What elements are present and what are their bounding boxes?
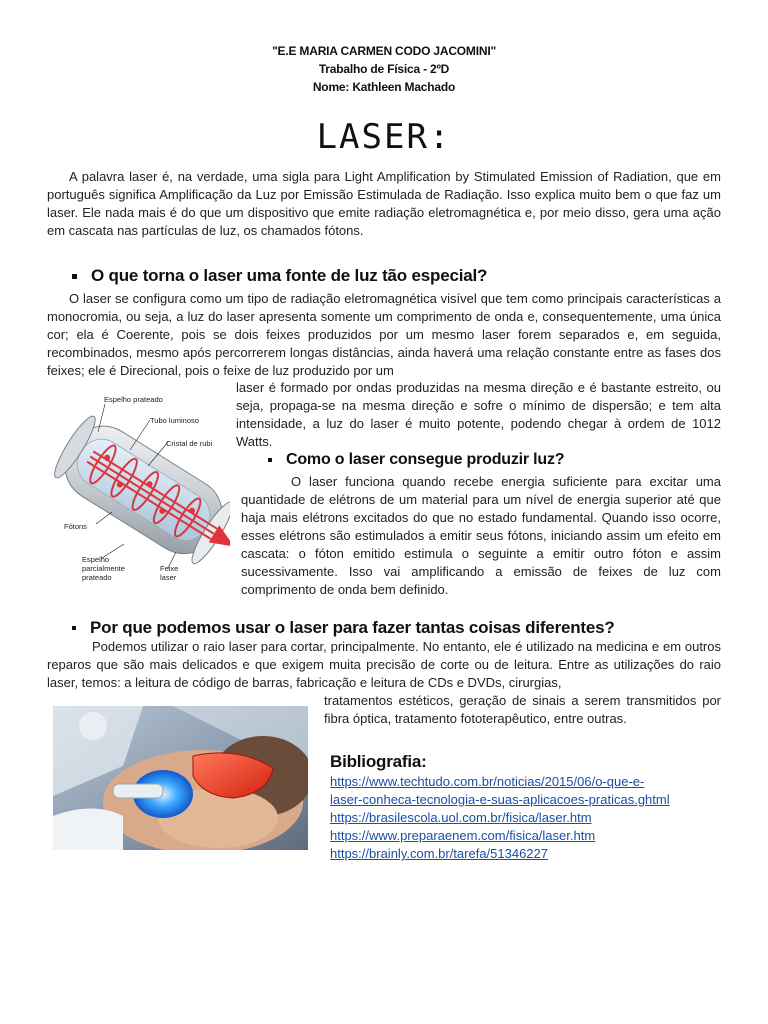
section1-heading — [72, 266, 487, 286]
section1-paragraph — [47, 290, 721, 380]
bullet-icon — [72, 626, 76, 630]
section1-wrap-paragraph — [236, 379, 721, 451]
section3-wrap-text: tratamentos estéticos, geração de sinais a serem transmitidos por fibra óptica, tratamento fototerapêutico, entre outras. — [324, 693, 721, 726]
section2-text: O laser funciona quando recebe energia suficiente para excitar uma quantidade de elétrons de um material para um nível de energia superior até que haja mais elétrons excitados do que no estado fundamental. Quando isso ocorre, esses elétrons são estimulados a emitir seus fótons, iniciando assim um efeito em cascata: o fóton emitido estimula o seguinte a emitir outro fóton e assim sucessivamente. Isso vai amplificando a emissão de feixes de luz com comprimento de onda bem definido. — [241, 474, 721, 597]
bibliography-list — [330, 773, 730, 863]
laser-diagram-svg — [50, 392, 230, 588]
label-cristal: Cristal de rubi — [166, 439, 213, 448]
label-tubo-luminoso: Tubo luminoso — [150, 416, 199, 425]
bibliography-link-3[interactable]: https://www.preparaenem.com/fisica/laser.htm — [330, 828, 596, 843]
section3-paragraph — [47, 638, 721, 692]
school-name: "E.E MARIA CARMEN CODO JACOMINI" — [272, 44, 496, 58]
section3-text: Podemos utilizar o raio laser para cortar, principalmente. No entanto, ele é utilizado na medicina e em outros reparos que são mais delicados e que exigem muita precisão de corte ou de leitura. Entre as utilizações do raio laser, temos: a leitura de código de barras, fabricação e leitura de CDs e DVDs, cirurgias, — [47, 639, 721, 690]
section3-heading-text: Por que podemos usar o laser para fazer tantas coisas diferentes? — [90, 618, 615, 637]
bibliography-link-2[interactable]: https://brasilescola.uol.com.br/fisica/laser.htm — [330, 810, 592, 825]
section1-heading-text: O que torna o laser uma fonte de luz tão especial? — [91, 266, 488, 285]
laser-treatment-photo — [53, 706, 308, 850]
label-espelho-parcial-2: parcialmente — [82, 564, 125, 573]
label-feixe-1: Feixe — [160, 564, 179, 573]
label-fotons: Fótons — [64, 522, 87, 531]
bullet-icon — [72, 274, 77, 279]
page-title: LASER: — [316, 117, 452, 157]
label-espelho-parcial-3: prateado — [82, 573, 112, 582]
section1-wrap-text: laser é formado por ondas produzidas na mesma direção e é bastante estreito, ou seja, propaga-se na mesma direção e sofre o mínimo de dispersão; e tem alta intensidade, a luz do laser é muito potente, podendo chegar à ordem de 1012 Watts. — [236, 380, 721, 449]
section2-paragraph — [241, 473, 721, 599]
bibliography-link-1[interactable]: https://www.techtudo.com.br/noticias/2015/06/o-que-e- — [330, 774, 645, 789]
label-feixe-2: laser — [160, 573, 177, 582]
bullet-icon — [268, 458, 272, 462]
laser-treatment-photo-svg — [53, 706, 308, 850]
section3-wrap-paragraph — [324, 692, 721, 728]
bibliography-heading: Bibliografia: — [330, 752, 427, 771]
section2-heading-text: Como o laser consegue produzir luz? — [286, 451, 565, 468]
laser-diagram — [50, 392, 230, 588]
bibliography-link-1-cont[interactable]: laser-conheca-tecnologia-e-suas-aplicacoes-praticas.ghtml — [330, 792, 670, 807]
subject-line: Trabalho de Física - 2ºD — [318, 62, 450, 76]
label-espelho-parcial-1: Espelho — [82, 555, 110, 564]
section1-text: O laser se configura como um tipo de radiação eletromagnética visível que tem como principais características a monocromia, ou seja, a luz do laser apresenta somente um comprimento de onda e, consequentemente, uma única cor; ela é Coerente, pois se dois feixes produzidos por um mesmo laser forem separados e, em seguida, recombinados, mesmo após percorrerem longas distâncias, ainda haverá uma relação constante entre as fases dos feixes; ele é Direcional, pois o feixe de luz produzido por um — [47, 291, 721, 378]
intro-text: A palavra laser é, na verdade, uma sigla para Light Amplification by Stimulated Emission of Radiation, que em português significa Amplificação da Luz por Emissão Estimulada de Radiação. Isso explica muito bem o que faz um laser. Ele nada mais é do que um dispositivo que emite radiação eletromagnética e, por meio disso, gera uma ação em cascata nas partículas de luz, os chamados fótons. — [47, 169, 721, 238]
section2-heading — [268, 451, 564, 469]
label-espelho-prateado: Espelho prateado — [104, 395, 163, 404]
bibliography-link-4[interactable]: https://brainly.com.br/tarefa/51346227 — [330, 846, 548, 861]
section3-heading — [72, 618, 615, 638]
intro-paragraph — [47, 168, 721, 240]
student-name: Nome: Kathleen Machado — [312, 80, 456, 94]
